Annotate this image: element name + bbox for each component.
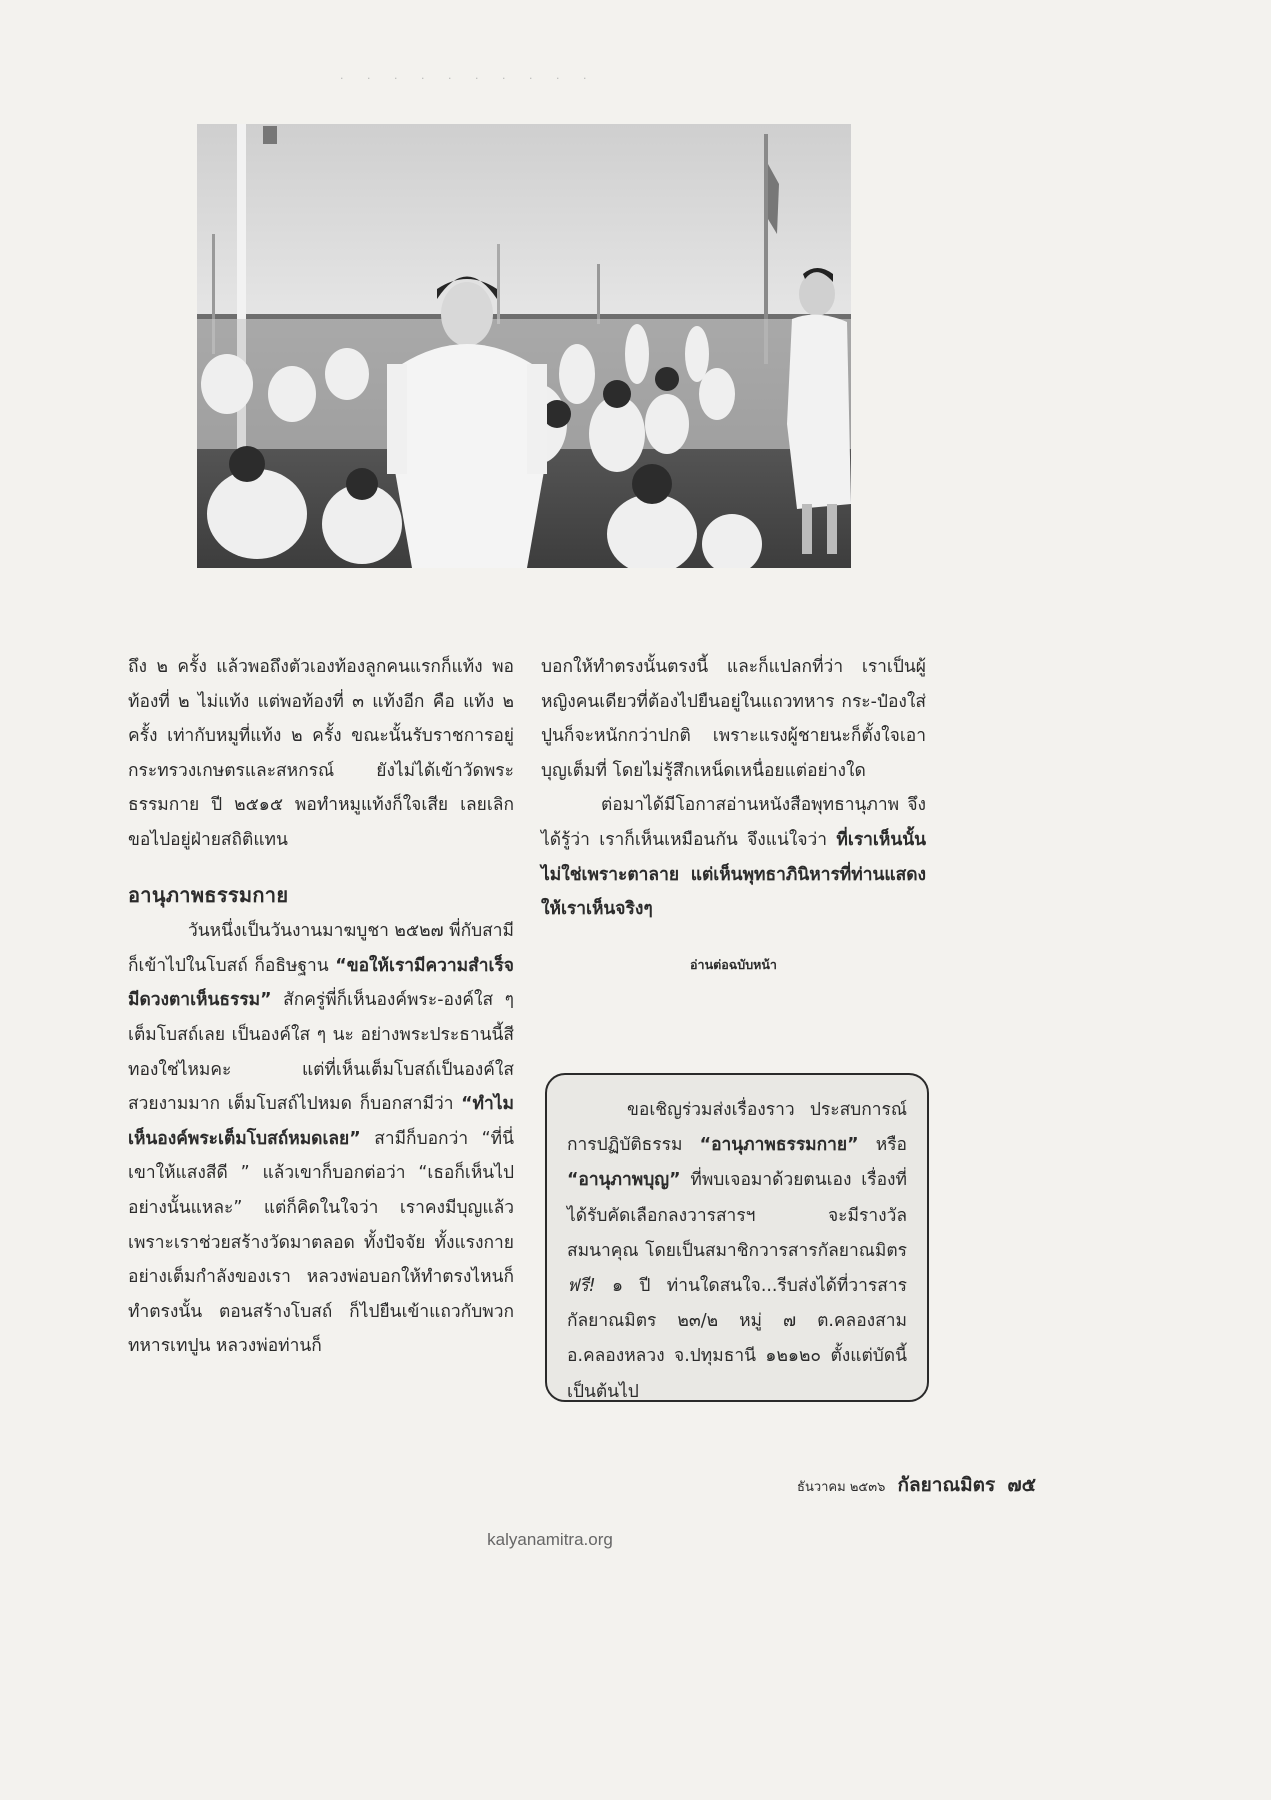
right-column <box>541 650 926 975</box>
invitation-paragraph <box>567 1093 907 1410</box>
invitation-text <box>567 1093 907 1410</box>
continued-next-issue: อ่านต่อฉบับหน้า <box>690 956 777 972</box>
magazine-name: กัลยาณมิตร <box>897 1474 996 1496</box>
right-paragraph-1: บอกให้ทำตรงนั้นตรงนี้ และก็แปลกที่ว่า เราเป็นผู้หญิงคนเดียวที่ต้องไปยืนอยู่ในแถวทหาร กระ-ป๋องใส่ปูนก็จะหนักกว่าปกติ เพราะแรงผู้ชายนะก็ตั้งใจเอาบุญเต็มที่ โดยไม่รู้สึกเหน็ดเหนื่อยแต่อย่างใด <box>541 657 926 781</box>
left-column <box>128 650 514 1364</box>
bleed-through-marks: · · · · · · · · · · <box>340 72 597 85</box>
bold-quote: “ทำไมเห็นองค์พระเต็มโบสถ์หมดเลย” <box>128 1094 514 1149</box>
text-run: ขอเชิญร่วมส่งเรื่องราว ประสบการณ์การปฏิบัติธรรม <box>567 1100 907 1156</box>
event-photo <box>197 124 851 568</box>
left-paragraph-2 <box>128 914 514 1364</box>
bold-quote: “ขอให้เรามีความสำเร็จ มีดวงตาเห็นธรรม” <box>128 955 514 1011</box>
invitation-box <box>545 1073 929 1402</box>
text-run: วันหนึ่งเป็นวันงานมาฆบูชา ๒๕๒๗ พี่กับสามีก็เข้าไปในโบสถ์ ก็อธิษฐาน <box>128 921 515 976</box>
right-paragraph-2 <box>541 788 926 926</box>
bold-statement: ที่เราเห็นนั้นไม่ใช่เพราะตาลาย แต่เห็นพุทธาภินิหารที่ท่านแสดงให้เราเห็นจริงๆ <box>541 829 926 920</box>
photo-illustration <box>197 124 851 568</box>
website-watermark: kalyanamitra.org <box>487 1530 613 1549</box>
issue-date: ธันวาคม ๒๕๓๖ <box>797 1480 886 1495</box>
text-run: สามีก็บอกว่า “ที่นี่เขาให้แสงสีดี ” แล้วเขาก็บอกต่อว่า “เธอก็เห็นไปอย่างนั้นแหละ” แต่ก็คิดในใจว่า เราคงมีบุญแล้ว เพราะเราช่วยสร้างวัดมาตลอด ทั้งปัจจัย ทั้งแรงกาย อย่างเต็มกำลังของเรา หลวงพ่อบอกให้ทำตรงไหนก็ทำตรงนั้น ตอนสร้างโบสถ์ ก็ไปยืนเข้าแถวกับพวกทหารเทปูน หลวงพ่อท่านก็ <box>128 1128 514 1357</box>
free-emphasis: ฟรี! <box>567 1276 596 1297</box>
page-footer <box>797 1470 1036 1500</box>
bold-title: “อานุภาพบุญ” <box>567 1170 681 1191</box>
text-run: ต่อมาได้มีโอกาสอ่านหนังสือพุทธานุภาพ จึงได้รู้ว่า เราก็เห็นเหมือนกัน จึงแน่ใจว่า <box>541 795 926 850</box>
bold-title: “อานุภาพธรรมกาย” <box>699 1135 859 1156</box>
text-run: หรือ <box>858 1135 907 1156</box>
page-number: ๗๕ <box>1007 1474 1036 1496</box>
text-run: ที่พบเจอมาด้วยตนเอง เรื่องที่ได้รับคัดเลือกลงวารสารฯ จะมีรางวัลสมนาคุณ โดยเป็นสมาชิกวารสารกัลยาณมิตร <box>567 1170 907 1261</box>
text-run: สักครู่พี่ก็เห็นองค์พระ-องค์ใส ๆ เต็มโบสถ์เลย เป็นองค์ใส ๆ นะ อย่างพระประธานนี้สีทองใช่ไหมคะ แต่ที่เห็นเต็มโบสถ์เป็นองค์ใส สวยงามมาก เต็มโบสถ์ไปหมด ก็บอกสามีว่า <box>128 990 514 1115</box>
left-paragraph-1: ถึง ๒ ครั้ง แล้วพอถึงตัวเองท้องลูกคนแรกก็แท้ง พอท้องที่ ๒ ไม่แท้ง แต่พอท้องที่ ๓ แท้งอีก คือ แท้ง ๒ ครั้ง เท่ากับหมูที่แท้ง ๒ ครั้ง ขณะนั้นรับราชการอยู่กระทรวงเกษตรและสหกรณ์ ยังไม่ได้เข้าวัดพระธรรมกาย ปี ๒๕๑๕ พอทำหมูแท้งก็ใจเสีย เลยเลิก ขอไปอยู่ฝ่ายสถิติแทน <box>128 657 514 850</box>
text-run: ๑ ปี ท่านใดสนใจ...รีบส่งได้ที่วารสารกัลยาณมิตร ๒๓/๒ หมู่ ๗ ต.คลองสาม อ.คลองหลวง จ.ปทุมธานี ๑๒๑๒๐ ตั้งแต่บัดนี้เป็นต้นไป <box>567 1276 907 1402</box>
section-heading: อานุภาพธรรมกาย <box>128 882 289 907</box>
